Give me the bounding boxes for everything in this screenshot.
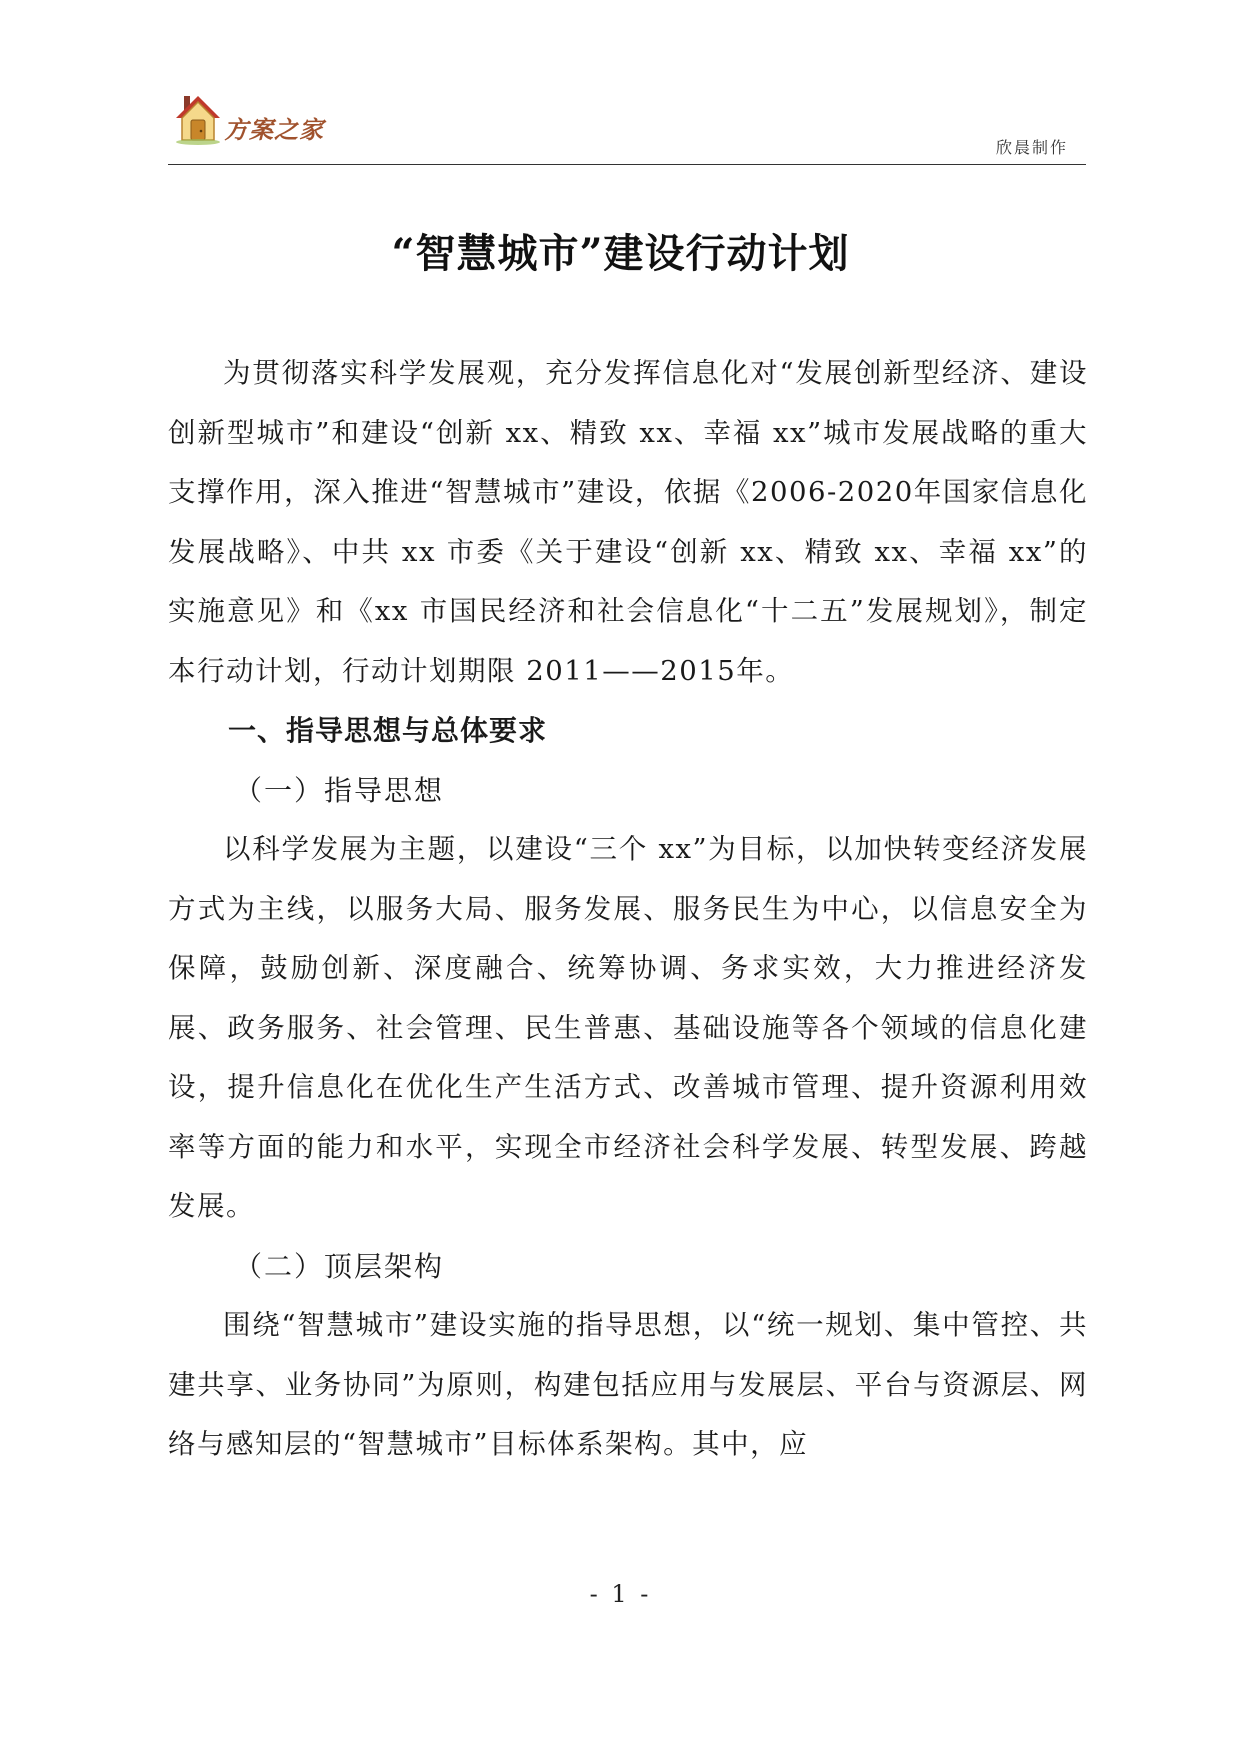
intro-paragraph: 为贯彻落实科学发展观，充分发挥信息化对“发展创新型经济、建设创新型城市”和建设“创新 xx、精致 xx、幸福 xx”城市发展战略的重大支撑作用，深入推进“智慧城市”建设，依据《2006-2020年国家信息化发展战略》、中共 xx 市委《关于建设“创新 xx、精致 xx、幸福 xx”的实施意见》和《xx 市国民经济和社会信息化“十二五”发展规划》，制定本行动计划，行动计划期限 2011——2015年。	[168, 357, 1088, 687]
subsection-heading-top-architecture: （二）顶层架构	[234, 1249, 445, 1283]
house-icon	[174, 90, 222, 146]
logo	[174, 90, 334, 150]
logo-text: 方案之家	[224, 115, 324, 144]
page-number: - 1 -	[589, 1580, 652, 1608]
section-heading: 一、指导思想与总体要求	[228, 714, 548, 747]
subsection-heading-guiding-ideology: （一）指导思想	[234, 773, 445, 807]
page-header	[168, 88, 1086, 165]
maker-label: 欣晨制作	[995, 138, 1068, 157]
guiding-ideology-paragraph: 以科学发展为主题，以建设“三个 xx”为目标，以加快转变经济发展方式为主线，以服务大局、服务发展、服务民生为中心，以信息安全为保障，鼓励创新、深度融合、统筹协调、务求实效，大力推进经济发展、政务服务、社会管理、民生普惠、基础设施等各个领域的信息化建设，提升信息化在优化生产生活方式、改善城市管理、提升资源利用效率等方面的能力和水平，实现全市经济社会科学发展、转型发展、跨越发展。	[168, 833, 1088, 1222]
document-body	[168, 344, 1088, 1475]
document-title: “智慧城市”建设行动计划	[391, 230, 850, 277]
top-architecture-paragraph: 围绕“智慧城市”建设实施的指导思想，以“统一规划、集中管控、共建共享、业务协同”为原则，构建包括应用与发展层、平台与资源层、网络与感知层的“智慧城市”目标体系架构。其中，应	[168, 1309, 1088, 1460]
